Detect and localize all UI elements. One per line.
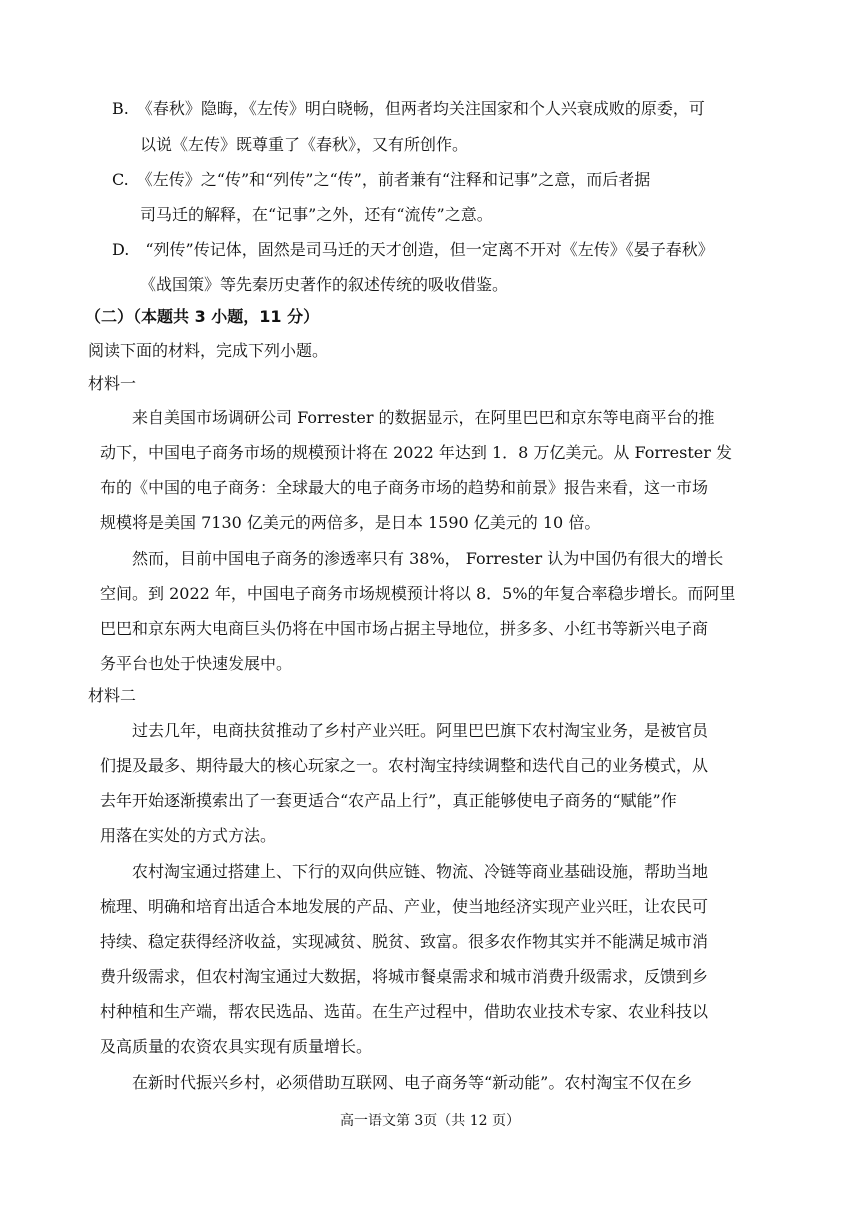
paragraph-line: 来自美国市场调研公司 Forrester 的数据显示，在阿里巴巴和京东等电商平台的推: [132, 408, 715, 427]
material-2-label: 材料二: [88, 686, 137, 705]
paragraph-line: 空间。到 2022 年，中国电子商务市场规模预计将以 8．5%的年复合率稳步增长。而阿里: [100, 584, 736, 603]
paragraph-line: 持续、稳定获得经济收益，实现减贫、脱贫、致富。很多农作物其实并不能满足城市消: [100, 932, 709, 951]
option-d-line-2: 《战国策》等先秦历史著作的叙述传统的吸收借鉴。: [140, 275, 509, 294]
paragraph-line: 农村淘宝通过搭建上、下行的双向供应链、物流、冷链等商业基础设施，帮助当地: [132, 862, 709, 881]
paragraph-line: 去年开始逐渐摸索出了一套更适合“农产品上行”，真正能够使电子商务的“赋能”作: [100, 791, 677, 810]
paragraph-line: 巴巴和京东两大电商巨头仍将在中国市场占据主导地位，拼多多、小红书等新兴电子商: [100, 619, 709, 638]
option-c-line-1: C. 《左传》之“传”和“列传”之“传”，前者兼有“注释和记事”之意，而后者据: [112, 170, 651, 189]
option-c-line-2: 司马迁的解释，在“记事”之外，还有“流传”之意。: [140, 205, 493, 224]
page-footer: 高一语文第 3页（共 12 页）: [339, 1113, 521, 1129]
paragraph-line: 过去几年，电商扶贫推动了乡村产业兴旺。阿里巴巴旗下农村淘宝业务，是被官员: [132, 721, 709, 740]
option-b-line-2: 以说《左传》既尊重了《春秋》，又有所创作。: [140, 135, 469, 154]
paragraph-line: 们提及最多、期待最大的核心玩家之一。农村淘宝持续调整和迭代自己的业务模式，从: [100, 756, 709, 775]
paragraph-line: 动下，中国电子商务市场的规模预计将在 2022 年达到 1．8 万亿美元。从 Forrester 发: [100, 443, 732, 462]
paragraph-line: 村种植和生产端，帮农民选品、选苗。在生产过程中，借助农业技术专家、农业科技以: [100, 1002, 709, 1021]
option-b-line-1: B. 《春秋》隐晦，《左传》明白晓畅，但两者均关注国家和个人兴衰成败的原委，可: [112, 99, 705, 118]
paragraph-line: 梳理、明确和培育出适合本地发展的产品、产业，使当地经济实现产业兴旺，让农民可: [100, 897, 709, 916]
paragraph-line: 用落在实处的方式方法。: [100, 826, 277, 845]
material-1-label: 材料一: [88, 374, 137, 393]
paragraph-line: 布的《中国的电子商务：全球最大的电子商务市场的趋势和前景》报告来看，这一市场: [100, 478, 709, 497]
paragraph-line: 费升级需求，但农村淘宝通过大数据，将城市餐桌需求和城市消费升级需求，反馈到乡: [100, 967, 709, 986]
section-heading: （二）（本题共 3 小题，11 分）: [85, 307, 320, 326]
instruction: 阅读下面的材料，完成下列小题。: [88, 341, 329, 360]
paragraph-line: 及高质量的农资农具实现有质量增长。: [100, 1037, 373, 1056]
paragraph-line: 在新时代振兴乡村，必须借助互联网、电子商务等“新动能”。农村淘宝不仅在乡: [132, 1073, 693, 1092]
paragraph-line: 务平台也处于快速发展中。: [100, 654, 293, 673]
option-d-line-1: D. “列传”传记体，固然是司马迁的天才创造，但一定离不开对《左传》《晏子春秋》: [112, 240, 714, 259]
paragraph-line: 然而，目前中国电子商务的渗透率只有 38%， Forrester 认为中国仍有很大的增长: [132, 549, 724, 568]
paragraph-line: 规模将是美国 7130 亿美元的两倍多，是日本 1590 亿美元的 10 倍。: [100, 513, 601, 532]
